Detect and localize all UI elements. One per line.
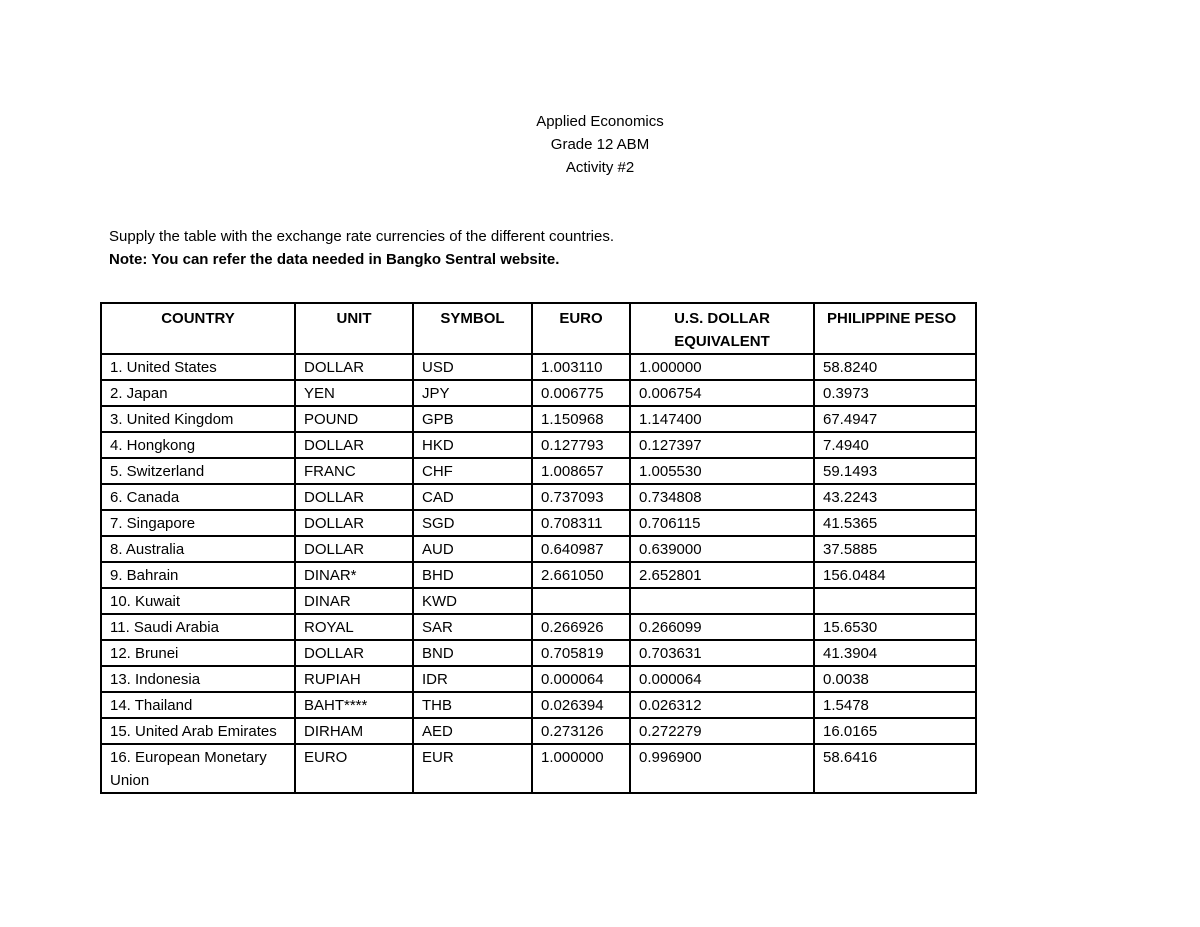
cell-country: 14. Thailand — [101, 692, 295, 718]
cell-philippine-peso — [814, 588, 976, 614]
cell-philippine-peso: 58.6416 — [814, 744, 976, 793]
cell-usd-equivalent: 0.127397 — [630, 432, 814, 458]
cell-philippine-peso: 156.0484 — [814, 562, 976, 588]
cell-country: 15. United Arab Emirates — [101, 718, 295, 744]
cell-unit: DOLLAR — [295, 510, 413, 536]
table-row — [101, 432, 976, 458]
cell-philippine-peso: 16.0165 — [814, 718, 976, 744]
cell-philippine-peso: 43.2243 — [814, 484, 976, 510]
cell-unit: POUND — [295, 406, 413, 432]
cell-usd-equivalent: 1.147400 — [630, 406, 814, 432]
cell-usd-equivalent: 0.006754 — [630, 380, 814, 406]
cell-unit: DINAR* — [295, 562, 413, 588]
cell-euro — [532, 588, 630, 614]
cell-euro: 0.273126 — [532, 718, 630, 744]
cell-euro: 0.640987 — [532, 536, 630, 562]
cell-euro: 0.000064 — [532, 666, 630, 692]
cell-philippine-peso: 7.4940 — [814, 432, 976, 458]
cell-philippine-peso: 41.3904 — [814, 640, 976, 666]
cell-symbol: EUR — [413, 744, 532, 793]
cell-usd-equivalent: 0.000064 — [630, 666, 814, 692]
cell-usd-equivalent: 0.734808 — [630, 484, 814, 510]
column-header-symbol: SYMBOL — [413, 303, 532, 354]
cell-philippine-peso: 67.4947 — [814, 406, 976, 432]
cell-euro: 1.150968 — [532, 406, 630, 432]
cell-usd-equivalent: 0.639000 — [630, 536, 814, 562]
table-row — [101, 692, 976, 718]
subject-title: Applied Economics — [536, 113, 664, 130]
cell-symbol: USD — [413, 354, 532, 380]
cell-euro: 0.705819 — [532, 640, 630, 666]
column-header-usd-line1: U.S. DOLLAR — [674, 310, 770, 327]
cell-country: 12. Brunei — [101, 640, 295, 666]
cell-country: 5. Switzerland — [101, 458, 295, 484]
cell-euro: 1.008657 — [532, 458, 630, 484]
cell-country: 7. Singapore — [101, 510, 295, 536]
column-header-unit: UNIT — [295, 303, 413, 354]
table-row — [101, 562, 976, 588]
cell-symbol: BHD — [413, 562, 532, 588]
cell-country: 13. Indonesia — [101, 666, 295, 692]
cell-symbol: GPB — [413, 406, 532, 432]
cell-unit: DIRHAM — [295, 718, 413, 744]
cell-usd-equivalent: 1.000000 — [630, 354, 814, 380]
cell-symbol: SGD — [413, 510, 532, 536]
cell-country: 1. United States — [101, 354, 295, 380]
table-row — [101, 588, 976, 614]
cell-usd-equivalent: 0.703631 — [630, 640, 814, 666]
cell-philippine-peso: 58.8240 — [814, 354, 976, 380]
table-row — [101, 406, 976, 432]
cell-symbol: CHF — [413, 458, 532, 484]
cell-unit: FRANC — [295, 458, 413, 484]
cell-symbol: AUD — [413, 536, 532, 562]
grade-section: Grade 12 ABM — [550, 136, 650, 153]
cell-usd-equivalent: 0.266099 — [630, 614, 814, 640]
cell-philippine-peso: 37.5885 — [814, 536, 976, 562]
document-header — [0, 110, 1200, 179]
cell-unit: BAHT**** — [295, 692, 413, 718]
column-header-php: PHILIPPINE PESO — [814, 303, 976, 354]
cell-philippine-peso: 0.0038 — [814, 666, 976, 692]
cell-country: 10. Kuwait — [101, 588, 295, 614]
cell-symbol: IDR — [413, 666, 532, 692]
cell-unit: DINAR — [295, 588, 413, 614]
cell-usd-equivalent: 1.005530 — [630, 458, 814, 484]
cell-symbol: BND — [413, 640, 532, 666]
table-row — [101, 484, 976, 510]
table-row — [101, 458, 976, 484]
table-row — [101, 744, 976, 793]
cell-country: 3. United Kingdom — [101, 406, 295, 432]
column-header-euro: EURO — [532, 303, 630, 354]
cell-euro: 0.737093 — [532, 484, 630, 510]
table-row — [101, 354, 976, 380]
cell-euro: 0.026394 — [532, 692, 630, 718]
cell-unit: ROYAL — [295, 614, 413, 640]
cell-euro: 2.661050 — [532, 562, 630, 588]
cell-euro: 1.000000 — [532, 744, 630, 793]
cell-philippine-peso: 41.5365 — [814, 510, 976, 536]
cell-usd-equivalent: 0.706115 — [630, 510, 814, 536]
instructions — [109, 225, 614, 271]
table-row — [101, 380, 976, 406]
cell-euro: 0.708311 — [532, 510, 630, 536]
cell-philippine-peso: 15.6530 — [814, 614, 976, 640]
cell-euro: 1.003110 — [532, 354, 630, 380]
cell-euro: 0.266926 — [532, 614, 630, 640]
table-row — [101, 510, 976, 536]
table-row — [101, 718, 976, 744]
cell-symbol: SAR — [413, 614, 532, 640]
cell-symbol: HKD — [413, 432, 532, 458]
column-header-usd — [630, 303, 814, 354]
cell-country: 2. Japan — [101, 380, 295, 406]
column-header-usd-line2: EQUIVALENT — [674, 333, 770, 350]
instruction-text: Supply the table with the exchange rate currencies of the different countries. — [109, 228, 615, 245]
cell-symbol: AED — [413, 718, 532, 744]
cell-symbol: CAD — [413, 484, 532, 510]
cell-unit: DOLLAR — [295, 484, 413, 510]
exchange-rate-table — [100, 302, 977, 794]
cell-usd-equivalent: 0.026312 — [630, 692, 814, 718]
table-row — [101, 614, 976, 640]
cell-unit: RUPIAH — [295, 666, 413, 692]
cell-unit: YEN — [295, 380, 413, 406]
cell-unit: DOLLAR — [295, 640, 413, 666]
cell-symbol: JPY — [413, 380, 532, 406]
cell-unit: EURO — [295, 744, 413, 793]
cell-philippine-peso: 1.5478 — [814, 692, 976, 718]
table-header-row — [101, 303, 976, 354]
cell-euro: 0.006775 — [532, 380, 630, 406]
activity-title: Activity #2 — [565, 159, 635, 176]
cell-country: 9. Bahrain — [101, 562, 295, 588]
cell-symbol: THB — [413, 692, 532, 718]
table-body — [101, 354, 976, 793]
table-row — [101, 536, 976, 562]
cell-usd-equivalent: 0.996900 — [630, 744, 814, 793]
cell-philippine-peso: 59.1493 — [814, 458, 976, 484]
cell-symbol: KWD — [413, 588, 532, 614]
cell-country: 11. Saudi Arabia — [101, 614, 295, 640]
cell-usd-equivalent: 2.652801 — [630, 562, 814, 588]
cell-euro: 0.127793 — [532, 432, 630, 458]
cell-philippine-peso: 0.3973 — [814, 380, 976, 406]
cell-country: 4. Hongkong — [101, 432, 295, 458]
cell-country: 16. European Monetary Union — [101, 744, 295, 793]
cell-usd-equivalent — [630, 588, 814, 614]
instruction-note: Note: You can refer the data needed in Bangko Sentral website. — [109, 251, 560, 268]
cell-unit: DOLLAR — [295, 536, 413, 562]
table-row — [101, 640, 976, 666]
cell-unit: DOLLAR — [295, 432, 413, 458]
column-header-country: COUNTRY — [101, 303, 295, 354]
cell-unit: DOLLAR — [295, 354, 413, 380]
cell-usd-equivalent: 0.272279 — [630, 718, 814, 744]
cell-country: 6. Canada — [101, 484, 295, 510]
table-row — [101, 666, 976, 692]
cell-country: 8. Australia — [101, 536, 295, 562]
